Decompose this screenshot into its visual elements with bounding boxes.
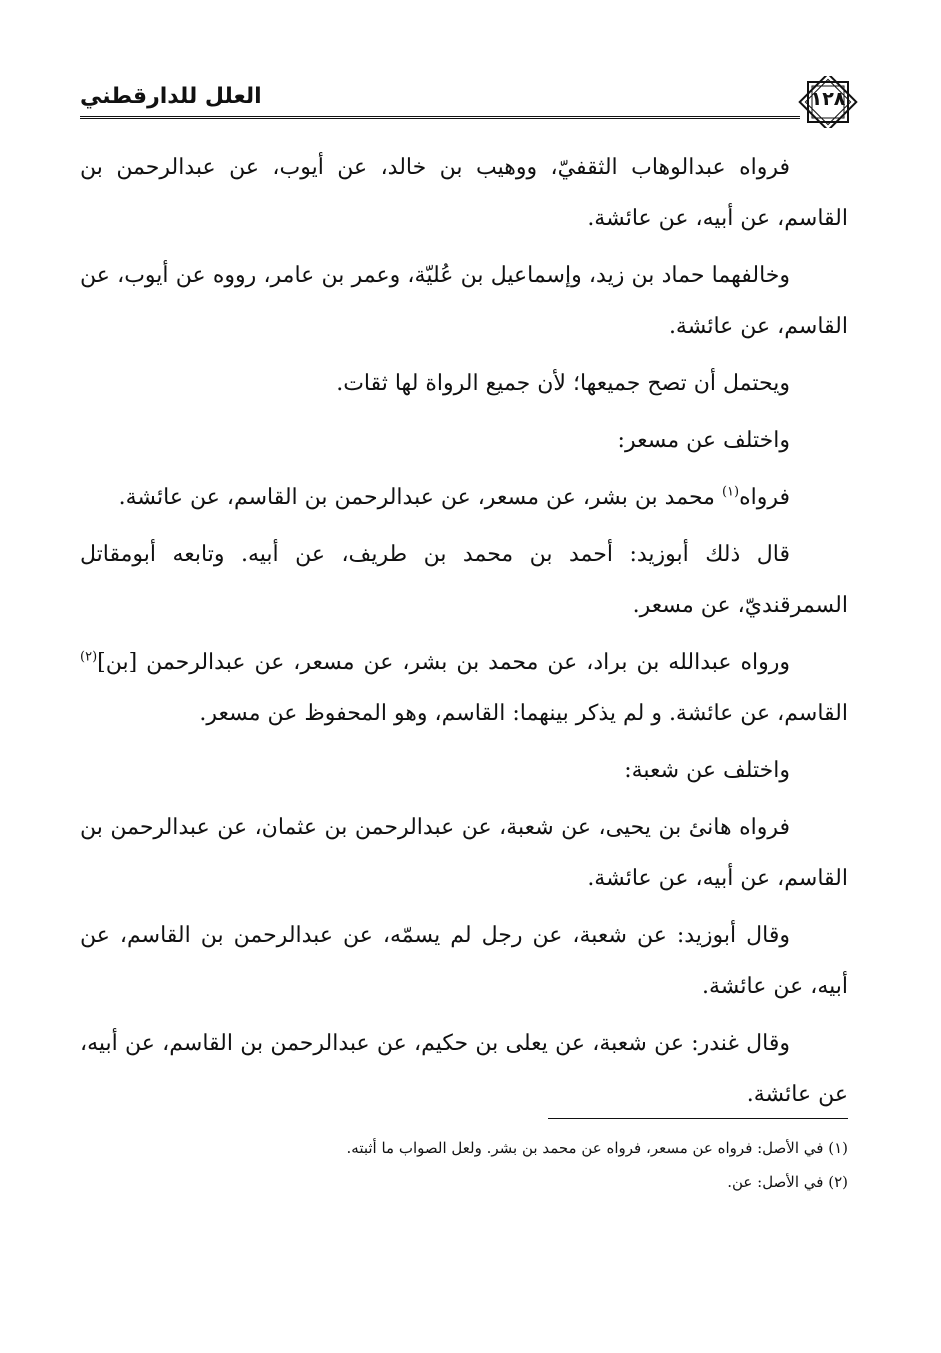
page-header (80, 78, 860, 128)
paragraph-text: محمد بن بشر، عن مسعر، عن عبدالرحمن بن القاسم، عن عائشة. (118, 485, 722, 510)
header-rule (80, 116, 800, 119)
footnotes (80, 1118, 848, 1199)
paragraph: ويحتمل أن تصح جميعها؛ لأن جميع الرواة لها ثقات. (336, 371, 790, 396)
paragraph: وقال غندر: عن شعبة، عن يعلى بن حكيم، عن عبدالرحمن بن القاسم، عن أبيه، عن عائشة. (80, 1031, 848, 1107)
paragraph: واختلف عن شعبة: (624, 758, 790, 783)
paragraph-text: فرواه (739, 485, 790, 510)
paragraph-text: ورواه عبدالله بن براد، عن محمد بن بشر، عن مسعر، عن عبدالرحمن [بن] (97, 650, 790, 675)
page-number: ١٢٨ (810, 88, 846, 110)
paragraph: واختلف عن مسعر: (617, 428, 790, 453)
paragraph: فرواه عبدالوهاب الثقفيّ، ووهيب بن خالد، عن أيوب، عن عبدالرحمن بن القاسم، عن أبيه، عن عائشة. (80, 155, 848, 231)
running-title: العلل للدارقطني (80, 84, 262, 109)
footnote: (٢) في الأصل: عن. (727, 1173, 848, 1191)
page-number-badge (796, 76, 860, 128)
paragraph: وخالفهما حماد بن زيد، وإسماعيل بن عُليّة، وعمر بن عامر، رووه عن أيوب، عن القاسم، عن عائشة. (80, 263, 848, 339)
footnote-mark: (١) (721, 484, 740, 500)
paragraph-text: القاسم، عن عائشة. و لم يذكر بينهما: القاسم، وهو المحفوظ عن مسعر. (199, 701, 848, 726)
footnote-mark: (٢) (80, 649, 98, 665)
paragraph: قال ذلك أبوزيد: أحمد بن محمد بن طريف، عن أبيه. وتابعه أبومقاتل السمرقنديّ، عن مسعر. (80, 542, 848, 618)
paragraph (80, 637, 848, 739)
paragraph: وقال أبوزيد: عن شعبة، عن رجل لم يسمّه، عن عبدالرحمن بن القاسم، عن أبيه، عن عائشة. (80, 923, 848, 999)
main-text (80, 142, 848, 1126)
paragraph: فرواه هانئ بن يحيى، عن شعبة، عن عبدالرحمن بن عثمان، عن عبدالرحمن بن القاسم، عن أبيه، عن عائشة. (80, 815, 848, 891)
footnote-separator (548, 1118, 848, 1119)
footnote: (١) في الأصل: فرواه عن مسعر، فرواه عن محمد بن بشر. ولعل الصواب ما أثبته. (346, 1139, 848, 1157)
paragraph (80, 472, 848, 523)
